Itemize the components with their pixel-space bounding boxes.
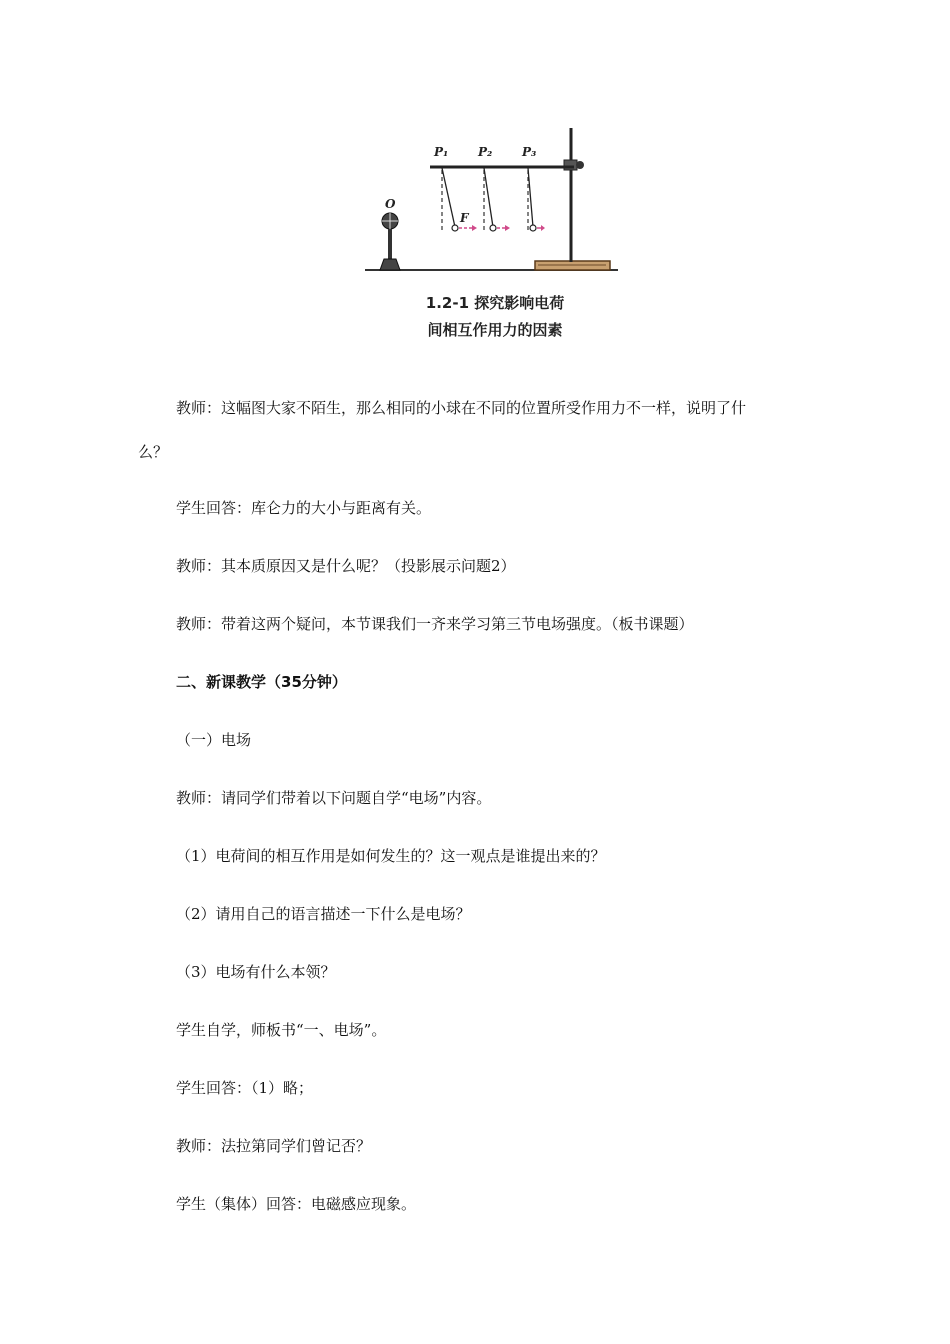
- label-p2: P₂: [478, 145, 493, 159]
- p1-force-arrowhead: [472, 225, 477, 231]
- label-f: F: [460, 211, 469, 225]
- paragraph-teacher-question-2: 教师：其本质原因又是什么呢？（投影展示问题2）: [176, 557, 516, 575]
- paragraph-teacher-faraday: 教师：法拉第同学们曾记否？: [176, 1137, 372, 1155]
- label-p3: P₃: [522, 145, 537, 159]
- question-item-3: （3）电场有什么本领？: [176, 963, 336, 981]
- experiment-figure: [360, 120, 630, 350]
- p3-ball: [530, 225, 536, 231]
- paragraph-student-collective-answer: 学生（集体）回答：电磁感应现象。: [176, 1195, 417, 1213]
- paragraph-student-self-study: 学生自学，师板书“一、电场”。: [176, 1021, 387, 1039]
- paragraph-student-answer-2: 学生回答：（1）略；: [176, 1079, 314, 1097]
- p1-ball: [452, 225, 458, 231]
- question-item-1: （1）电荷间的相互作用是如何发生的？这一观点是谁提出来的？: [176, 847, 606, 865]
- question-item-2: （2）请用自己的语言描述一下什么是电场？: [176, 905, 471, 923]
- p1-thread: [442, 168, 455, 227]
- paragraph-student-answer-1: 学生回答：库仑力的大小与距离有关。: [176, 499, 432, 517]
- p2-thread: [484, 168, 493, 227]
- paragraph-teacher-question-1: 教师：这幅图大家不陌生，那么相同的小球在不同的位置所受作用力不一样，说明了什: [176, 399, 747, 417]
- p3-thread: [528, 168, 533, 227]
- clamp-screw: [576, 161, 584, 169]
- label-p1: P₁: [434, 145, 449, 159]
- pendulum-apparatus-drawing: [360, 120, 630, 280]
- sphere-stand: [388, 229, 392, 259]
- figure-caption-line2: 间相互作用力的因素: [427, 321, 563, 339]
- figure-caption-line1: 1.2-1 探究影响电荷: [425, 294, 565, 312]
- subsection-heading-electric-field: （一）电场: [176, 731, 252, 749]
- paragraph-teacher-intro: 教师：带着这两个疑问，本节课我们一齐来学习第三节电场强度。（板书课题）: [176, 615, 694, 633]
- p2-ball: [490, 225, 496, 231]
- paragraph-teacher-question-1-cont: 么？: [138, 443, 169, 461]
- section-heading-new-lesson: 二、新课教学（35分钟）: [176, 673, 347, 691]
- sphere-stand-base: [380, 259, 400, 270]
- p3-force-arrowhead: [541, 225, 545, 231]
- label-o: O: [385, 197, 396, 211]
- p2-force-arrowhead: [505, 225, 510, 231]
- paragraph-teacher-self-study: 教师：请同学们带着以下问题自学“电场”内容。: [176, 789, 492, 807]
